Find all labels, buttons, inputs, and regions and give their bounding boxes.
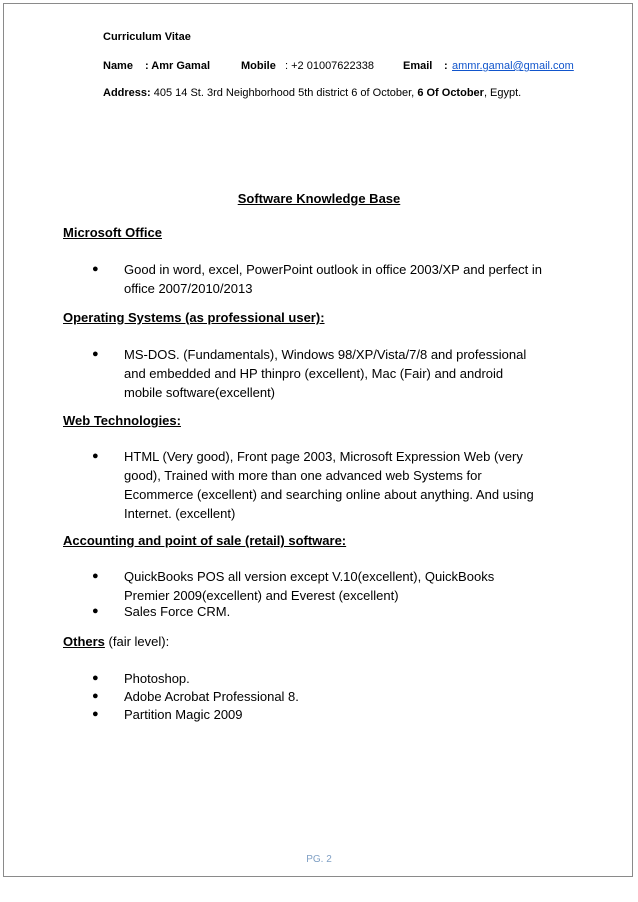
address-city: 6 Of October (417, 87, 484, 99)
address-label: Address: (103, 87, 151, 99)
bullet-icon: ● (92, 263, 99, 275)
list-item: ● HTML (Very good), Front page 2003, Microsoft Expression Web (very good), Trained with more than one advanced web Systems for Ecommerce (excellent) and searching online about anything. And using Internet. (excellent) (92, 449, 534, 521)
section-heading-office: Microsoft Office (63, 225, 162, 240)
email-label: Email (403, 60, 433, 72)
email-link[interactable]: ammr.gamal@gmail.com (452, 60, 574, 72)
list-item: ● Partition Magic 2009 (92, 707, 243, 722)
section-heading-os: Operating Systems (as professional user): (63, 310, 325, 325)
address-country: , Egypt. (483, 87, 522, 99)
list-item: ● Good in word, excel, PowerPoint outlook in office 2003/XP and perfect in office 2007/2010/2013 (92, 262, 542, 296)
list-item: ● Adobe Acrobat Professional 8. (92, 689, 299, 704)
page-number: PG. 2 (306, 854, 332, 865)
list-item: ● Sales Force CRM. (92, 604, 231, 619)
mobile-value: : +2 01007622338 (285, 60, 375, 72)
section-heading-accounting: Accounting and point of sale (retail) software: (63, 533, 347, 548)
bullet-icon: ● (92, 690, 99, 702)
name-label: Name (103, 60, 133, 72)
list-item: ● MS-DOS. (Fundamentals), Windows 98/XP/Vista/7/8 and professional and embedded and HP thinpro (excellent), Mac (Fair) and android mobile software(excellent) (92, 347, 527, 400)
bullet-icon: ● (92, 605, 99, 617)
bullet-icon: ● (92, 348, 99, 360)
bullet-icon: ● (92, 450, 99, 462)
mobile-label: Mobile (241, 60, 276, 72)
email-separator: : (444, 60, 448, 72)
address-line (103, 87, 521, 99)
section-heading-web: Web Technologies: (63, 413, 181, 428)
address-value: 405 14 St. 3rd Neighborhood 5th district 6 of October, (153, 87, 415, 99)
cv-title: Curriculum Vitae (103, 31, 191, 43)
document-page (3, 3, 633, 877)
list-item: ● Photoshop. (92, 671, 190, 686)
section-heading-others: Others (fair level): (63, 634, 170, 649)
bullet-icon: ● (92, 708, 99, 720)
name-line (103, 60, 133, 72)
bullet-icon: ● (92, 672, 99, 684)
list-item: ● QuickBooks POS all version except V.10(excellent), QuickBooks Premier 2009(excellent) and Everest (excellent) (92, 569, 495, 603)
name-value: : Amr Gamal (145, 60, 211, 72)
main-title: Software Knowledge Base (237, 191, 401, 206)
bullet-icon: ● (92, 570, 99, 582)
